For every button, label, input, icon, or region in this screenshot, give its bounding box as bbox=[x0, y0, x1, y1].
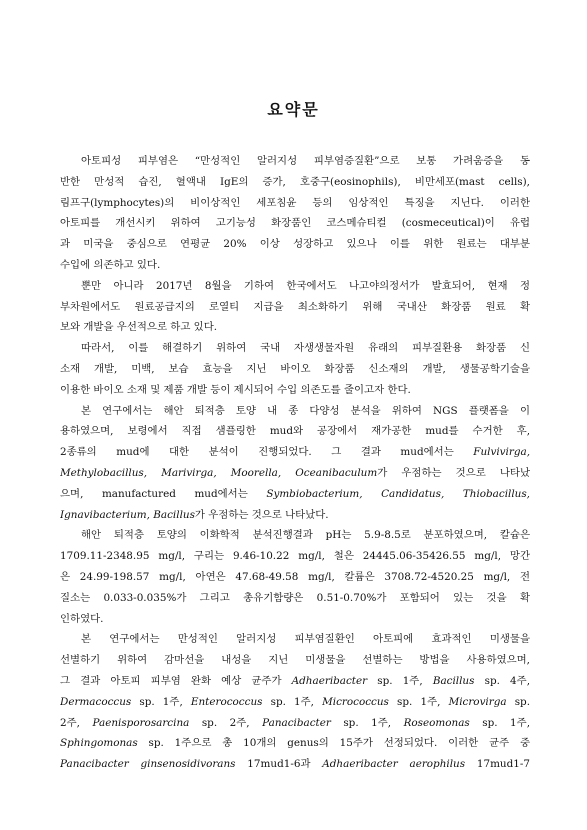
text-run: 해안 퇴적층 토양의 이화학적 분석진행결과 pH는 5.9-8.5로 분포하였으며, 칼슘은 bbox=[81, 529, 530, 542]
text-run: 2종류의 mud에 대한 분석이 진행되었다. 그 결과 mud에서는 bbox=[60, 446, 474, 459]
text-run: 뿐만 아니라 2017년 8월을 기하여 한국에서도 나고야의정서가 발효되어, 현재 정 bbox=[81, 279, 530, 292]
text-line bbox=[60, 588, 530, 609]
italic-taxon-name: Roseomonas bbox=[403, 716, 470, 729]
text-line bbox=[60, 255, 530, 276]
text-run: 선별하기 위하여 감마선을 내성을 지닌 미생물을 선별하는 방법을 사용하였으며, bbox=[60, 654, 530, 667]
text-line bbox=[60, 276, 530, 297]
text-run: 따라서, 이를 해결하기 위하여 국내 자생생물자원 유래의 피부질환용 화장품 신 bbox=[81, 342, 530, 355]
text-line bbox=[60, 567, 530, 588]
text-line bbox=[60, 234, 530, 255]
italic-taxon-name: Sphingomonas bbox=[60, 737, 138, 750]
text-run: 본 연구에서는 해안 퇴적층 토양 내 종 다양성 분석을 위하여 NGS 플랫폼을 이 bbox=[81, 404, 530, 417]
text-line bbox=[60, 193, 530, 214]
text-run: 질소는 0.033-0.035%가 그리고 총유기함량은 0.51-0.70%가 포함되어 있는 것을 확 bbox=[60, 591, 530, 604]
text-run: sp. 1주, bbox=[469, 716, 530, 729]
text-line bbox=[60, 629, 530, 650]
text-run: sp. 1주, bbox=[262, 695, 323, 708]
text-line bbox=[60, 484, 530, 505]
text-line bbox=[60, 359, 530, 380]
text-run: sp. 4주, bbox=[474, 674, 530, 687]
text-run: 보와 개발을 우선적으로 하고 있다. bbox=[60, 321, 218, 334]
text-run: sp. 2주, bbox=[189, 716, 263, 729]
text-line bbox=[60, 151, 530, 172]
text-line bbox=[60, 525, 530, 546]
text-line bbox=[60, 692, 530, 713]
text-run: sp. bbox=[506, 695, 530, 708]
text-line bbox=[60, 442, 530, 463]
text-run: sp. 1주, bbox=[330, 716, 404, 729]
italic-taxon-name: Ignavibacterium, Bacillus bbox=[60, 508, 195, 521]
text-line bbox=[60, 297, 530, 318]
text-run: 2주, bbox=[60, 716, 93, 729]
text-line bbox=[60, 546, 530, 567]
text-line bbox=[60, 172, 530, 193]
italic-taxon-name: Dermacoccus bbox=[60, 695, 132, 708]
italic-taxon-name: Paenisporosarcina bbox=[92, 716, 190, 729]
text-line bbox=[60, 213, 530, 234]
text-run: 으며, manufactured mud에서는 bbox=[60, 487, 267, 500]
italic-taxon-name: Methylobacillus, Marivirga, Moorella, Oceanibaculum bbox=[60, 466, 378, 479]
italic-taxon-name: Adhaeribacter bbox=[291, 674, 368, 687]
text-line bbox=[60, 380, 530, 401]
text-run: 아토피를 개선시키 위하여 고기능성 화장품인 코스메슈티컬 (cosmeceutical)이 유럽 bbox=[60, 217, 530, 230]
abstract-body bbox=[60, 151, 530, 775]
text-run: 본 연구에서는 만성적인 알러지성 피부염질환인 아토피에 효과적인 미생물을 bbox=[81, 633, 530, 646]
italic-taxon-name: Symbiobacterium, Candidatus, Thiobacillus, bbox=[266, 487, 530, 500]
text-run: 은 24.99-198.57 mg/l, 아연은 47.68-49.58 mg/l, 칼륨은 3708.72-4520.25 mg/l, 전 bbox=[60, 570, 530, 583]
text-run: 그 결과 아토피 피부염 완화 예상 균주가 bbox=[60, 674, 292, 687]
text-run: sp. 1주, bbox=[131, 695, 191, 708]
text-line bbox=[60, 463, 530, 484]
text-line bbox=[60, 338, 530, 359]
text-run: 17mud1-7 bbox=[465, 758, 530, 771]
text-run: 1709.11-2348.95 mg/l, 구리는 9.46-10.22 mg/l, 철은 24445.06-35426.55 mg/l, 망간 bbox=[60, 550, 530, 563]
text-run: 가 우점하는 것으로 나타났다. bbox=[194, 508, 329, 521]
text-run: 소재 개발, 미백, 보습 효능을 지닌 바이오 화장품 신소재의 개발, 생물공학기술을 bbox=[60, 362, 530, 375]
italic-taxon-name: Micrococcus bbox=[322, 695, 389, 708]
italic-taxon-name: Adhaeribacter aerophilus bbox=[322, 758, 466, 771]
italic-taxon-name: Enterococcus bbox=[190, 695, 263, 708]
text-run: sp. 1주, bbox=[367, 674, 433, 687]
text-run: 이용한 바이오 소재 및 제품 개발 등이 제시되어 수입 의존도를 줄이고자 한다. bbox=[60, 383, 411, 396]
text-run: 림프구(lymphocytes)의 비이상적인 세포침윤 등의 임상적인 특징을 지닌다. 이러한 bbox=[60, 196, 530, 209]
italic-taxon-name: Bacillus bbox=[432, 674, 475, 687]
text-line bbox=[60, 754, 530, 775]
text-run: 인하였다. bbox=[60, 612, 104, 625]
italic-taxon-name: Panacibacter ginsenosidivorans bbox=[60, 758, 236, 771]
text-line bbox=[60, 650, 530, 671]
text-run: 수입에 의존하고 있다. bbox=[60, 258, 161, 271]
text-line bbox=[60, 713, 530, 734]
text-line bbox=[60, 733, 530, 754]
text-run: 반한 만성적 습진, 혈액내 IgE의 증가, 호중구(eosinophils), 비만세포(mast cells), bbox=[60, 175, 530, 188]
text-run: 과 미국을 중심으로 연평균 20% 이상 성장하고 있으나 이를 위한 원료는 대부분 bbox=[60, 238, 530, 251]
italic-taxon-name: Microvirga bbox=[448, 695, 507, 708]
text-run: 아토피성 피부염은 “만성적인 알러지성 피부염증질환”으로 보통 가려움증을 동 bbox=[81, 155, 530, 167]
page-title: 요약문 bbox=[267, 100, 320, 119]
text-run: sp. 1주으로 총 10개의 genus의 15주가 선정되었다. 이러한 균주 중 bbox=[137, 737, 530, 750]
text-run: 부차원에서도 원료공급지의 로열티 지급을 최소화하기 위해 국내산 화장품 원료 확 bbox=[60, 300, 530, 313]
text-line bbox=[60, 609, 530, 630]
italic-taxon-name: Fulvivirga, bbox=[473, 446, 530, 459]
text-line bbox=[60, 671, 530, 692]
text-line bbox=[60, 401, 530, 422]
text-run: 17mud1-6과 bbox=[235, 758, 323, 771]
text-run: 가 우점하는 것으로 나타났 bbox=[377, 466, 530, 479]
italic-taxon-name: Panacibacter bbox=[262, 716, 331, 729]
text-line bbox=[60, 421, 530, 442]
text-line bbox=[60, 317, 530, 338]
text-run: sp. 1주, bbox=[388, 695, 449, 708]
text-line bbox=[60, 505, 530, 526]
text-run: 용하였으며, 보령에서 직접 샘플링한 mud와 공장에서 재가공한 mud를 수거한 후, bbox=[60, 425, 530, 438]
